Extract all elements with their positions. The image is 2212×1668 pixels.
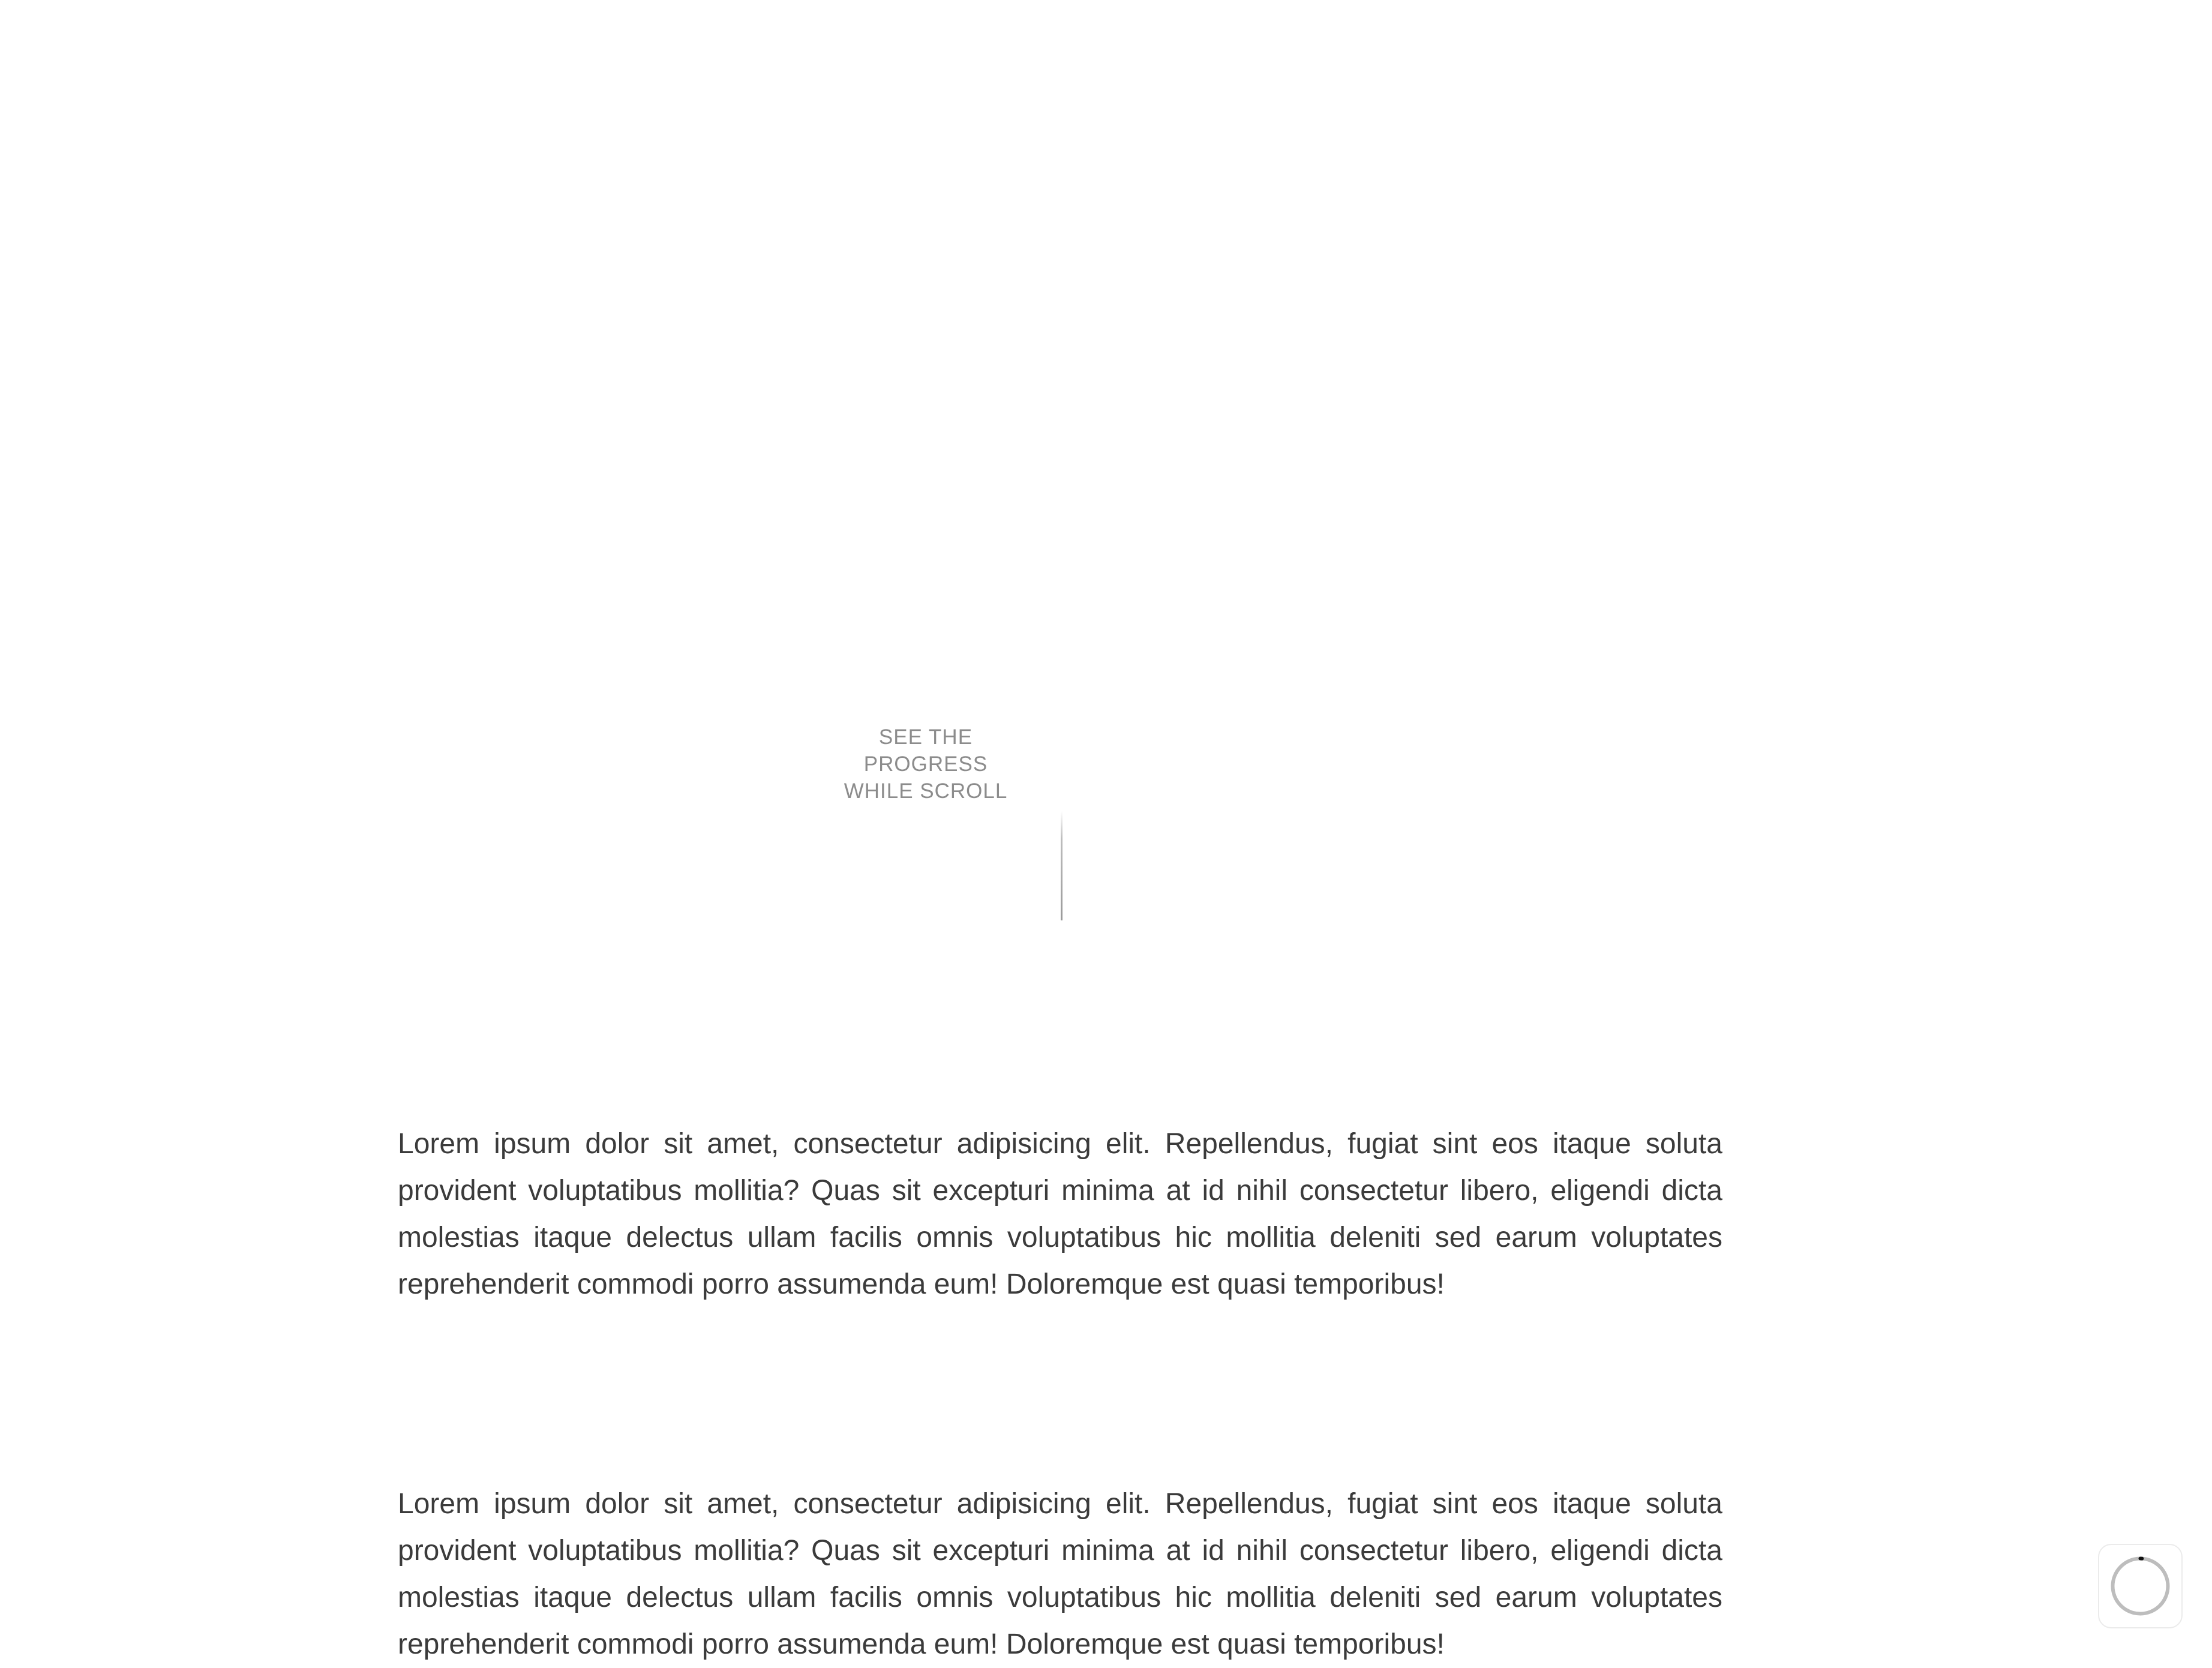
content-paragraph-2: Lorem ipsum dolor sit amet, consectetur adipisicing elit. Repellendus, fugiat sint eos itaque soluta provident voluptatibus mollitia? Quas sit excepturi minima at id nihil consectetur libero, eligendi dicta molestias itaque delectus ullam facilis omnis voluptatibus hic mollitia deleniti sed earum voluptates reprehenderit commodi porro assumenda eum! Doloremque est quasi temporibus! xyxy=(398,1488,1722,1660)
scroll-progress-button[interactable] xyxy=(2098,1544,2183,1628)
scroll-hint-line-2: PROGRESS xyxy=(863,752,988,776)
circular-progress-icon xyxy=(2099,1545,2181,1627)
scroll-hint-line-3: WHILE SCROLL xyxy=(844,779,1008,803)
scroll-hint-text xyxy=(836,724,1016,805)
scroll-hint xyxy=(746,724,1106,805)
progress-track xyxy=(2113,1559,2168,1614)
content-paragraph-1: Lorem ipsum dolor sit amet, consectetur adipisicing elit. Repellendus, fugiat sint eos itaque soluta provident voluptatibus mollitia? Quas sit excepturi minima at id nihil consectetur libero, eligendi dicta molestias itaque delectus ullam facilis omnis voluptatibus hic mollitia deleniti sed earum voluptates reprehenderit commodi porro assumenda eum! Doloremque est quasi temporibus! xyxy=(398,1128,1722,1300)
scroll-hint-line-1: SEE THE xyxy=(878,725,973,749)
scroll-hint-line xyxy=(1061,811,1063,920)
